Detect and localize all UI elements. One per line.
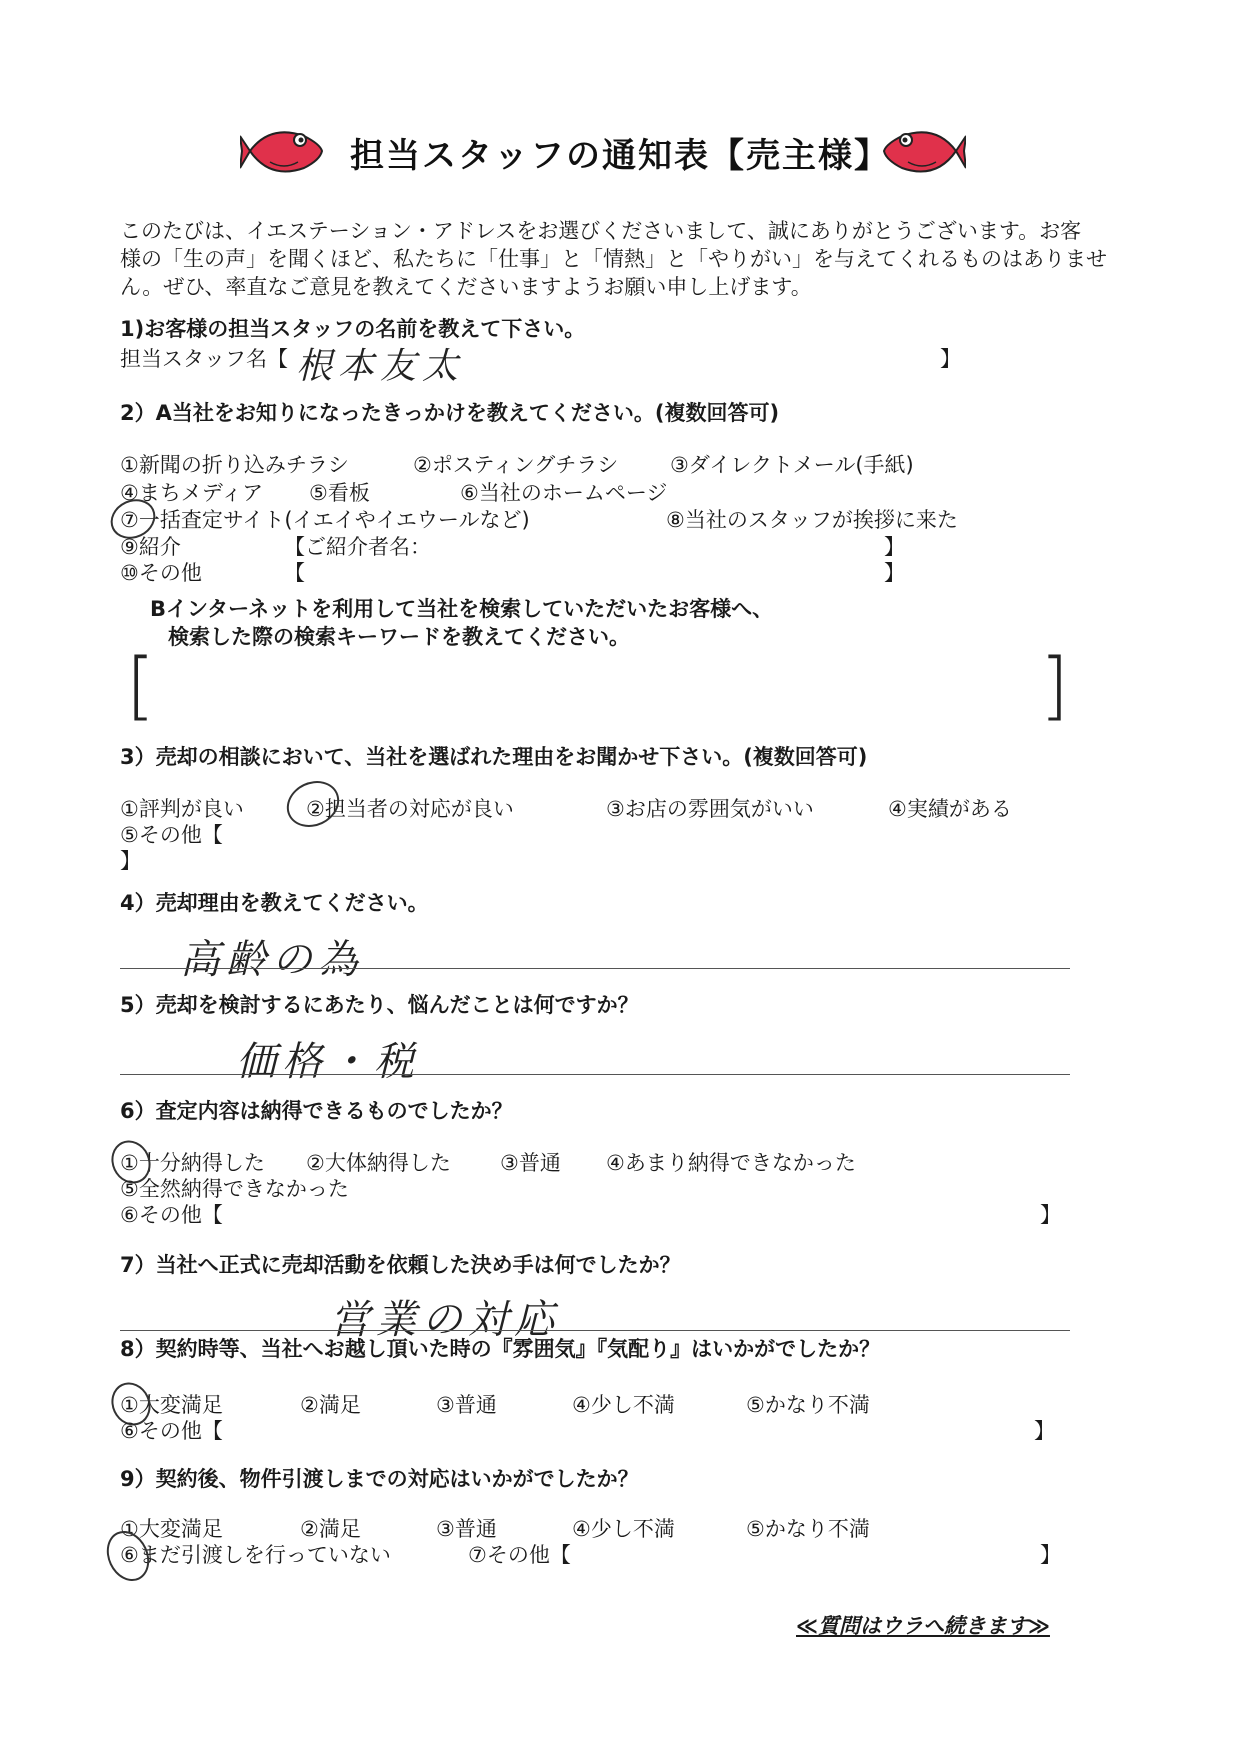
q9-option-1[interactable]: ①大変満足 — [120, 1517, 223, 1541]
intro-line-1: このたびは、イエステーション・アドレスをお選びくださいまして、誠にありがとうございます。お客 — [120, 219, 1082, 243]
q1-label: 担当スタッフ名【 — [120, 347, 288, 371]
q9-other-close: 】 — [1040, 1543, 1061, 1567]
q4-answer[interactable]: 高齢の為 — [180, 937, 364, 983]
q4-answer-line — [120, 968, 1070, 969]
q9-question: 9）契約後、物件引渡しまでの対応はいかがでしたか？ — [120, 1467, 639, 1491]
q6-question: 6）査定内容は納得できるものでしたか？ — [120, 1099, 513, 1123]
q2-option-5[interactable]: ⑤看板 — [309, 481, 370, 505]
q2-b-line-1: Bインターネットを利用して当社を検索していただいたお客様へ、 — [150, 597, 774, 621]
q6-option-2[interactable]: ②大体納得した — [306, 1151, 451, 1175]
q9-option-3[interactable]: ③普通 — [436, 1517, 497, 1541]
q8-option-6[interactable]: ⑥その他【 — [120, 1419, 223, 1443]
q3-question: 3）売却の相談において、当社を選ばれた理由をお聞かせ下さい。(複数回答可) — [120, 745, 868, 769]
q6-option-6[interactable]: ⑥その他【 — [120, 1203, 223, 1227]
fish-left-icon — [240, 118, 326, 184]
q2-option-4[interactable]: ④まちメディア — [120, 481, 264, 505]
q9-option-5[interactable]: ⑤かなり不満 — [746, 1517, 870, 1541]
q3-option-2[interactable]: ②担当者の対応が良い — [306, 797, 514, 821]
q2-option-9[interactable]: ⑨紹介 — [120, 535, 181, 559]
q2-option-8[interactable]: ⑧当社のスタッフが挨拶に来た — [666, 508, 958, 532]
q7-answer[interactable]: 営業の対応 — [330, 1297, 560, 1343]
q3-option-1[interactable]: ①評判が良い — [120, 797, 244, 821]
page-title: 担当スタッフの通知表【売主様】 — [350, 136, 890, 176]
footer-continue-note: ≪質問はウラへ続きます≫ — [796, 1614, 1050, 1638]
q9-option-4[interactable]: ④少し不満 — [572, 1517, 675, 1541]
q2-b-line-2: 検索した際の検索キーワードを教えてください。 — [168, 625, 630, 649]
q2-option-10[interactable]: ⑩その他 — [120, 561, 202, 585]
q2-option-3[interactable]: ③ダイレクトメール(手紙) — [670, 453, 914, 477]
q6-option-1[interactable]: ①十分納得した — [120, 1151, 265, 1175]
q2-option-6[interactable]: ⑥当社のホームページ — [460, 481, 668, 505]
q2-introducer-close: 】 — [884, 535, 905, 559]
q2-option-7[interactable]: ⑦一括査定サイト(イエイやイエウールなど) — [120, 508, 530, 532]
q3-other-close: 】 — [120, 849, 141, 873]
q2-b-bracket-close: ] — [1040, 643, 1069, 729]
q4-question: 4）売却理由を教えてください。 — [120, 891, 429, 915]
q9-option-6[interactable]: ⑥まだ引渡しを行っていない — [120, 1543, 391, 1567]
q2-question: 2）A当社をお知りになったきっかけを教えてください。(複数回答可) — [120, 401, 780, 425]
q8-option-1[interactable]: ①大変満足 — [120, 1393, 223, 1417]
q2-option-2[interactable]: ②ポスティングチラシ — [413, 453, 619, 477]
q1-question: 1)お客様の担当スタッフの名前を教えて下さい。 — [120, 317, 586, 341]
q8-option-3[interactable]: ③普通 — [436, 1393, 497, 1417]
q5-answer-line — [120, 1074, 1070, 1075]
q8-option-5[interactable]: ⑤かなり不満 — [746, 1393, 870, 1417]
q6-option-4[interactable]: ④あまり納得できなかった — [606, 1151, 856, 1175]
q5-answer[interactable]: 価格・税 — [236, 1039, 420, 1085]
q5-question: 5）売却を検討するにあたり、悩んだことは何ですか？ — [120, 993, 639, 1017]
q2-option-1[interactable]: ①新聞の折り込みチラシ — [120, 453, 349, 477]
q3-option-4[interactable]: ④実績がある — [888, 797, 1012, 821]
q1-answer[interactable]: 根本友太 — [296, 346, 465, 387]
q6-other-close: 】 — [1040, 1203, 1061, 1227]
q2-introducer-label: 【ご紹介者名： — [284, 535, 431, 559]
q2-other-close: 】 — [884, 561, 905, 585]
q3-option-2-circle-mark — [279, 773, 347, 836]
q8-option-4[interactable]: ④少し不満 — [572, 1393, 675, 1417]
q2-b-bracket-open: [ — [126, 643, 155, 729]
q6-option-5[interactable]: ⑤全然納得できなかった — [120, 1177, 349, 1201]
q3-option-5[interactable]: ⑤その他【 — [120, 823, 223, 847]
intro-line-3: ん。ぜひ、率直なご意見を教えてくださいますようお願い申し上げます。 — [120, 275, 812, 299]
q8-question: 8）契約時等、当社へお越し頂いた時の『雰囲気』『気配り』はいかがでしたか？ — [120, 1337, 881, 1361]
q1-close: 】 — [940, 347, 961, 371]
q8-option-2[interactable]: ②満足 — [300, 1393, 361, 1417]
q7-question: 7）当社へ正式に売却活動を依頼した決め手は何でしたか？ — [120, 1253, 681, 1277]
q6-option-3[interactable]: ③普通 — [500, 1151, 561, 1175]
q9-option-2[interactable]: ②満足 — [300, 1517, 361, 1541]
intro-line-2: 様の「生の声」を聞くほど、私たちに「仕事」と「情熱」と「やりがい」を与えてくれるものはありませ — [120, 247, 1107, 271]
q9-option-7[interactable]: ⑦その他【 — [468, 1543, 571, 1567]
q7-answer-line — [120, 1330, 1070, 1331]
q3-option-3[interactable]: ③お店の雰囲気がいい — [606, 797, 814, 821]
q2-other-open: 【 — [284, 561, 305, 585]
q8-other-close: 】 — [1034, 1419, 1055, 1443]
